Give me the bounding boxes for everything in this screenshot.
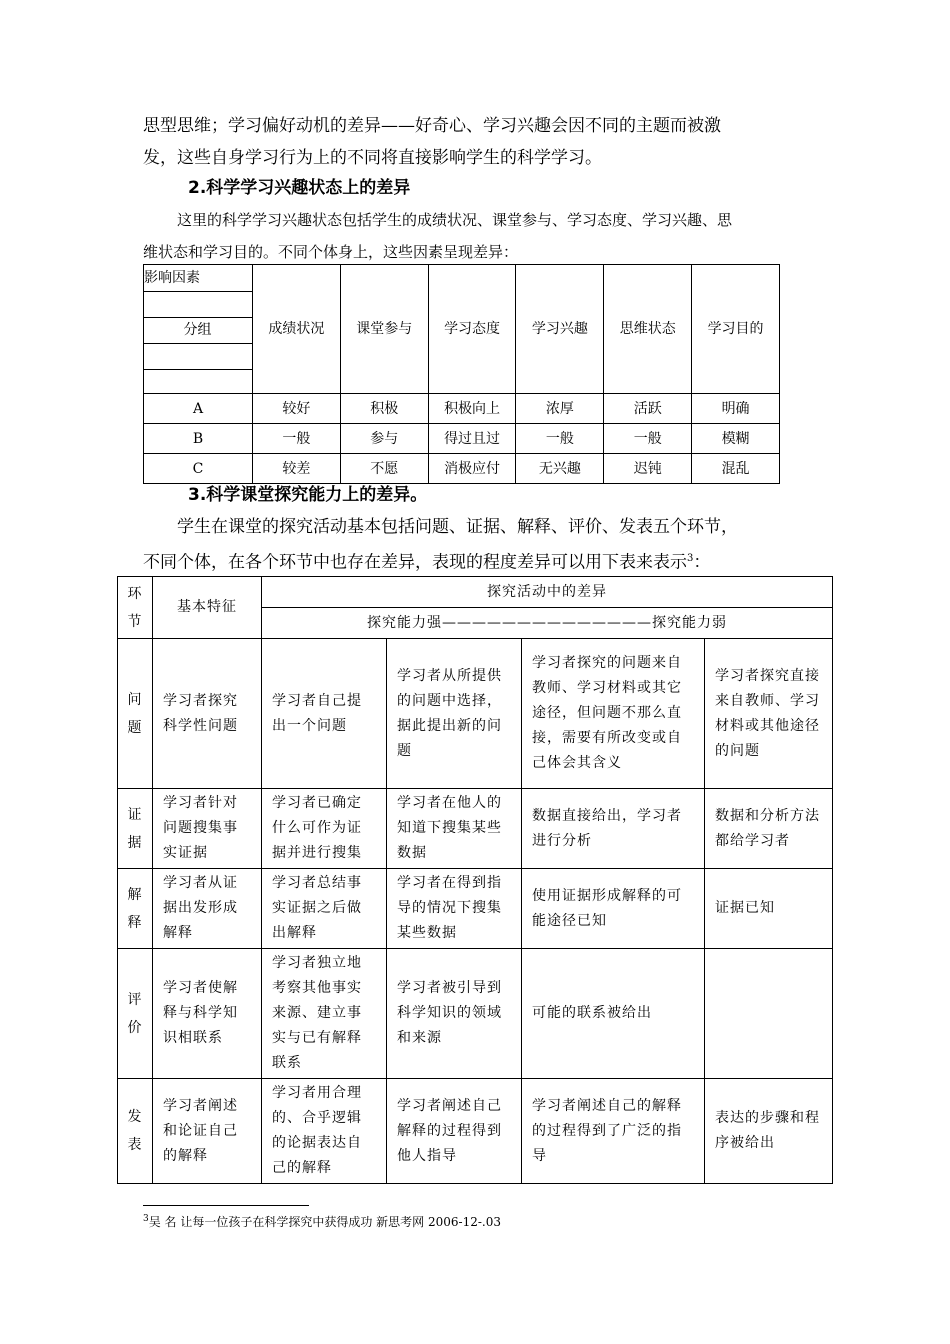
table-row	[118, 639, 833, 789]
inquiry-ability-table	[117, 576, 833, 1184]
table2-cell: 学习者探究的问题来自教师、学习材料或其它途径，但问题不那么直接，需要有所改变或自己体会其含义	[522, 639, 705, 789]
footnote-divider	[143, 1205, 309, 1206]
table2-basic-cell: 学习者针对问题搜集事实证据	[153, 789, 262, 869]
stage-char: 据	[127, 834, 143, 851]
table2-cell: 学习者探究直接来自教师、学习材料或其他途径的问题	[705, 639, 833, 789]
stage-char: 问	[127, 691, 143, 708]
table1-cell: 迟钝	[604, 454, 692, 484]
footnote	[143, 1211, 501, 1230]
table1-cell: 活跃	[604, 394, 692, 424]
table1-cell: 明确	[692, 394, 780, 424]
section3-line-2	[143, 543, 813, 579]
table2-cell	[705, 949, 833, 1079]
table2-cell: 学习者阐述自己的解释的过程得到了广泛的指导	[522, 1079, 705, 1184]
stage-char: 价	[127, 1019, 143, 1036]
table-row	[144, 454, 780, 484]
table2-diff-header: 探究活动中的差异	[262, 577, 833, 608]
section2-line-1: 这里的科学学习兴趣状态包括学生的成绩状况、课堂参与、学习态度、学习兴趣、思	[177, 211, 733, 229]
table2-cell: 数据和分析方法都给学习者	[705, 789, 833, 869]
table1-cell: 积极	[340, 394, 428, 424]
table-row	[118, 869, 833, 949]
footnote-ref[interactable]: 3	[687, 553, 694, 564]
section3-line-2-text: 不同个体，在各个环节中也存在差异，表现的程度差异可以用下表来表示	[143, 552, 687, 573]
section3-paragraph	[143, 511, 813, 579]
section3-heading: 3.科学课堂探究能力上的差异。	[188, 485, 428, 505]
table2-cell: 可能的联系被给出	[522, 949, 705, 1079]
table1-cell: 较差	[253, 454, 341, 484]
stage-char: 证	[127, 806, 143, 823]
table2-scale-header: 探究能力强——————————————探究能力弱	[262, 608, 833, 639]
table2-cell: 表达的步骤和程序被给出	[705, 1079, 833, 1184]
table1-cell: 不愿	[340, 454, 428, 484]
table1-col-header: 课堂参与	[340, 265, 428, 394]
table1-cell: 消极应付	[428, 454, 516, 484]
table2-cell: 学习者用合理的、合乎逻辑的论据表达自己的解释	[262, 1079, 387, 1184]
stage-char: 解	[127, 886, 143, 903]
footnote-text: 吴 名 让每一位孩子在科学探究中获得成功 新思考网 2006-12-.03	[148, 1215, 501, 1229]
stage-char: 发	[127, 1109, 143, 1125]
section2-paragraph	[143, 204, 813, 268]
stage-char: 表	[127, 1137, 143, 1153]
table1-cell: 得过且过	[428, 424, 516, 454]
intro-line-1: 思型思维；学习偏好动机的差异——好奇心、学习兴趣会因不同的主题而被激	[143, 116, 721, 136]
table2-stage-header-2: 节	[127, 613, 143, 630]
intro-paragraph	[143, 110, 813, 174]
table1-group-cell: C	[144, 454, 253, 484]
table2-cell: 证据已知	[705, 869, 833, 949]
table2-stage-cell	[118, 789, 153, 869]
table2-basic-cell: 学习者使解释与科学知识相联系	[153, 949, 262, 1079]
stage-char: 题	[127, 719, 143, 736]
table2-cell: 使用证据形成解释的可能途径已知	[522, 869, 705, 949]
table2-stage-cell	[118, 869, 153, 949]
table1-cell: 一般	[253, 424, 341, 454]
table2-cell: 学习者在得到指导的情况下搜集某些数据	[387, 869, 522, 949]
table-row	[118, 789, 833, 869]
table1-cell: 参与	[340, 424, 428, 454]
table1-cell: 无兴趣	[516, 454, 604, 484]
table2-stage-cell	[118, 639, 153, 789]
section3-line-2-end: ：	[693, 552, 711, 573]
table1-col-header: 成绩状况	[253, 265, 341, 394]
table2-cell: 学习者从所提供的问题中选择，据此提出新的问题	[387, 639, 522, 789]
table-row	[118, 949, 833, 1079]
table2-cell: 学习者总结事实证据之后做出解释	[262, 869, 387, 949]
table1-cell: 一般	[604, 424, 692, 454]
table1-cell: 浓厚	[516, 394, 604, 424]
table2-stage-cell	[118, 949, 153, 1079]
table1-cell: 较好	[253, 394, 341, 424]
table2-cell: 数据直接给出，学习者进行分析	[522, 789, 705, 869]
footnote-mark: 3	[143, 1214, 149, 1224]
table2-cell: 学习者在他人的知道下搜集某些数据	[387, 789, 522, 869]
table1-group-cell: A	[144, 394, 253, 424]
table2-cell: 学习者独立地考察其他事实来源、建立事实与已有解释联系	[262, 949, 387, 1079]
table-row	[144, 424, 780, 454]
table2-basic-cell: 学习者从证据出发形成解释	[153, 869, 262, 949]
table1-col-header: 思维状态	[604, 265, 692, 394]
table1-col-header: 学习目的	[692, 265, 780, 394]
table1-col-header: 学习兴趣	[516, 265, 604, 394]
table2-basic-cell: 学习者阐述和论证自己的解释	[153, 1079, 262, 1184]
section2-line-2: 维状态和学习目的。不同个体身上，这些因素呈现差异：	[143, 243, 519, 261]
table1-corner-group: 分组	[183, 322, 212, 338]
table1-group-cell: B	[144, 424, 253, 454]
table-row	[144, 394, 780, 424]
section3-line-1: 学生在课堂的探究活动基本包括问题、证据、解释、评价、发表五个环节，	[177, 517, 738, 537]
intro-line-2: 发，这些自身学习行为上的不同将直接影响学生的科学学习。	[143, 148, 602, 168]
table2-cell: 学习者自己提出一个问题	[262, 639, 387, 789]
table-row	[118, 1079, 833, 1184]
table1-cell: 积极向上	[428, 394, 516, 424]
table2-cell: 学习者被引导到科学知识的领域和来源	[387, 949, 522, 1079]
stage-char: 评	[127, 991, 143, 1008]
table1-corner-top: 影响因素	[144, 270, 200, 286]
table1-cell: 混乱	[692, 454, 780, 484]
table1-corner-cell	[144, 265, 253, 394]
table1-col-header: 学习态度	[428, 265, 516, 394]
section2-heading: 2.科学学习兴趣状态上的差异	[188, 178, 411, 198]
table2-cell: 学习者已确定什么可作为证据并进行搜集	[262, 789, 387, 869]
table1-cell: 一般	[516, 424, 604, 454]
table2-cell: 学习者阐述自己解释的过程得到他人指导	[387, 1079, 522, 1184]
stage-char: 释	[127, 914, 143, 931]
table2-basic-header: 基本特征	[153, 577, 262, 639]
table2-basic-cell: 学习者探究科学性问题	[153, 639, 262, 789]
table1-cell: 模糊	[692, 424, 780, 454]
interest-state-table	[143, 264, 780, 484]
table2-stage-header-1: 环	[127, 585, 143, 602]
table2-stage-cell	[118, 1079, 153, 1184]
table2-stage-header	[118, 577, 153, 639]
